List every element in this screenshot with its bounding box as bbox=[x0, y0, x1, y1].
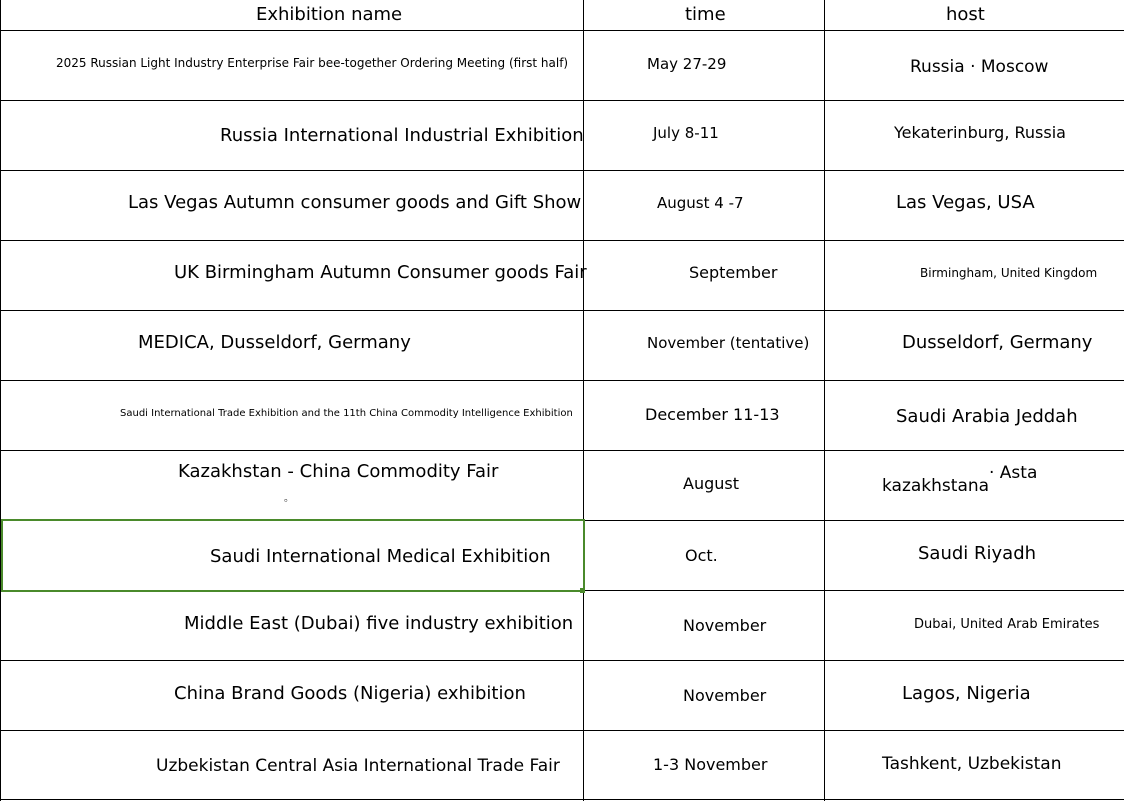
row-divider bbox=[0, 660, 1124, 661]
cell-time-9[interactable]: November bbox=[683, 616, 767, 635]
row-divider bbox=[0, 170, 1124, 171]
row-divider bbox=[0, 100, 1124, 101]
cell-name-1[interactable]: 2025 Russian Light Industry Enterprise Fair bee-together Ordering Meeting (first half) bbox=[56, 56, 569, 70]
cell-host-7-extra: · Asta bbox=[989, 463, 1038, 483]
row-divider bbox=[0, 799, 1124, 800]
cell-name-7[interactable]: Kazakhstan - China Commodity Fair bbox=[178, 461, 499, 482]
cell-host-3[interactable]: Las Vegas, USA bbox=[896, 192, 1035, 213]
cell-name-3[interactable]: Las Vegas Autumn consumer goods and Gift Show bbox=[128, 192, 582, 213]
cell-time-8[interactable]: Oct. bbox=[685, 546, 718, 565]
row-divider bbox=[0, 380, 1124, 381]
cell-host-2[interactable]: Yekaterinburg, Russia bbox=[894, 123, 1066, 142]
cell-name-5[interactable]: MEDICA, Dusseldorf, Germany bbox=[138, 332, 411, 353]
cell-time-11[interactable]: 1-3 November bbox=[653, 755, 768, 774]
cell-host-1[interactable]: Russia · Moscow bbox=[910, 57, 1049, 77]
cell-time-10[interactable]: November bbox=[683, 686, 767, 705]
header-exhibition-name[interactable]: Exhibition name bbox=[256, 4, 403, 25]
cell-host-9[interactable]: Dubai, United Arab Emirates bbox=[914, 617, 1100, 632]
cell-time-1[interactable]: May 27-29 bbox=[647, 55, 727, 73]
column-divider bbox=[824, 0, 825, 801]
cell-time-5[interactable]: November (tentative) bbox=[647, 334, 810, 352]
fill-handle[interactable] bbox=[580, 588, 585, 593]
row-divider bbox=[0, 590, 1124, 591]
cell-time-6[interactable]: December 11-13 bbox=[645, 405, 780, 424]
cell-time-4[interactable]: September bbox=[689, 263, 778, 282]
header-host[interactable]: host bbox=[946, 4, 985, 25]
cell-name-8[interactable]: Saudi International Medical Exhibition bbox=[210, 546, 551, 567]
cell-host-10[interactable]: Lagos, Nigeria bbox=[902, 683, 1031, 704]
cell-name-2[interactable]: Russia International Industrial Exhibition bbox=[220, 125, 584, 146]
cell-time-3[interactable]: August 4 -7 bbox=[657, 194, 744, 212]
column-divider bbox=[0, 0, 1, 801]
row-divider bbox=[0, 450, 1124, 451]
row-divider bbox=[0, 730, 1124, 731]
cell-name-7-mark: 。 bbox=[284, 493, 294, 504]
cell-name-10[interactable]: China Brand Goods (Nigeria) exhibition bbox=[174, 683, 526, 704]
cell-host-6[interactable]: Saudi Arabia Jeddah bbox=[896, 406, 1078, 427]
cell-host-4[interactable]: Birmingham, United Kingdom bbox=[920, 266, 1098, 280]
cell-host-7[interactable]: kazakhstana bbox=[882, 476, 990, 496]
column-divider bbox=[583, 0, 584, 801]
cell-host-5[interactable]: Dusseldorf, Germany bbox=[902, 332, 1093, 353]
cell-name-9[interactable]: Middle East (Dubai) five industry exhibition bbox=[184, 613, 574, 634]
cell-host-8[interactable]: Saudi Riyadh bbox=[918, 543, 1037, 564]
cell-host-11[interactable]: Tashkent, Uzbekistan bbox=[882, 754, 1062, 774]
row-divider bbox=[0, 240, 1124, 241]
cell-time-2[interactable]: July 8-11 bbox=[653, 124, 719, 142]
cell-name-6[interactable]: Saudi International Trade Exhibition and the 11th China Commodity Intelligence Exhibition bbox=[120, 408, 573, 419]
row-divider bbox=[0, 30, 1124, 31]
cell-time-7[interactable]: August bbox=[683, 474, 739, 493]
cell-name-4[interactable]: UK Birmingham Autumn Consumer goods Fair bbox=[174, 262, 587, 283]
row-divider bbox=[0, 520, 1124, 521]
row-divider bbox=[0, 310, 1124, 311]
cell-name-11[interactable]: Uzbekistan Central Asia International Trade Fair bbox=[156, 756, 560, 776]
header-time[interactable]: time bbox=[685, 4, 726, 25]
